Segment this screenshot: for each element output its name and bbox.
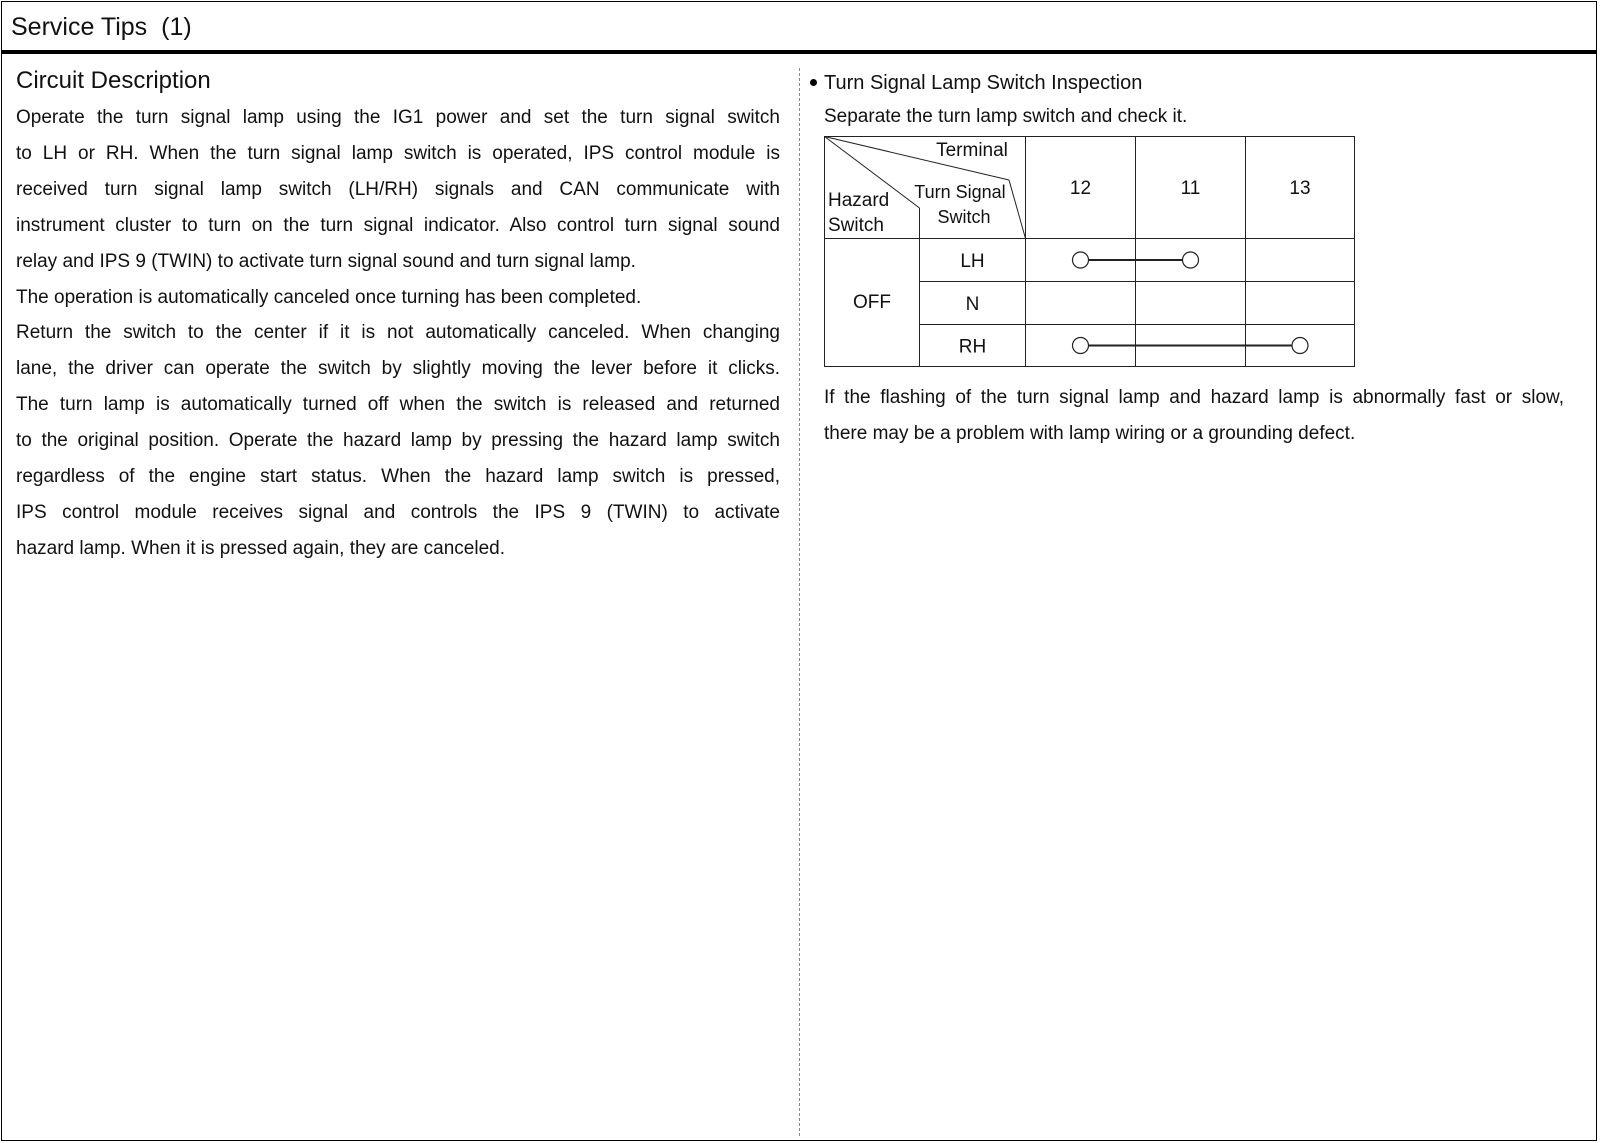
description-line: hazard lamp. When it is pressed again, they are canceled. [16, 537, 505, 559]
description-line: regardless of the engine start status. When the hazard lamp switch is pressed, [16, 466, 780, 488]
description-line: to the original position. Operate the hazard lamp by pressing the hazard lamp switch [16, 430, 780, 452]
continuity-terminal-circle [1183, 252, 1199, 268]
description-line: lane, the driver can operate the switch by slightly moving the lever before it clicks. [16, 358, 780, 380]
inspection-note [824, 380, 1564, 452]
column-divider [799, 68, 800, 1136]
note-line: there may be a problem with lamp wiring or a grounding defect. [824, 422, 1356, 444]
switch-continuity-table [824, 136, 1365, 370]
continuity-terminal-circle [1073, 252, 1089, 268]
switch-inspection-heading [824, 68, 1584, 98]
description-line: The operation is automatically canceled once turning has been completed. [16, 286, 642, 308]
corner-diagonal [1009, 180, 1026, 239]
corner-turn-signal-label: Switch [937, 207, 991, 227]
terminal-header: 13 [1289, 178, 1311, 199]
switch-position-label: RH [958, 336, 987, 358]
corner-turn-signal-label: Turn Signal [914, 182, 1006, 202]
continuity-terminal-circle [1073, 338, 1089, 354]
page-number: (1) [161, 13, 192, 41]
corner-terminal-label: Terminal [936, 140, 1008, 161]
switch-inspection-title: Turn Signal Lamp Switch Inspection [824, 72, 1143, 94]
switch-position-label: N [965, 294, 980, 315]
switch-inspection-section [824, 68, 1584, 444]
description-line: to LH or RH. When the turn signal lamp switch is operated, IPS control module is [16, 142, 780, 164]
note-line: If the flashing of the turn signal lamp and hazard lamp is abnormally fast or slow, [824, 387, 1564, 408]
corner-hazard-label: Switch [828, 215, 884, 236]
circuit-description-section [16, 66, 780, 567]
page-title [11, 12, 192, 42]
continuity-terminal-circle [1292, 338, 1308, 354]
description-line: Operate the turn signal lamp using the IG1 power and set the turn signal switch [16, 107, 780, 128]
circuit-description-body [16, 100, 780, 567]
corner-hazard-label: Hazard [828, 190, 890, 211]
description-line: IPS control module receives signal and controls the IPS 9 (TWIN) to activate [16, 501, 780, 523]
terminal-header: 12 [1069, 178, 1092, 199]
description-line: instrument cluster to turn on the turn signal indicator. Also control turn signal sound [16, 214, 780, 236]
switch-continuity-table-graphic [824, 136, 1365, 370]
bullet-icon [810, 79, 817, 86]
page-header [2, 2, 1596, 54]
description-line: received turn signal lamp switch (LH/RH) signals and CAN communicate with [16, 178, 780, 200]
description-line: Return the switch to the center if it is not automatically canceled. When changing [16, 322, 780, 344]
hazard-state-label: OFF [853, 292, 891, 313]
page-title-text: Service Tips [11, 13, 148, 41]
description-line: The turn lamp is automatically turned off when the switch is released and returned [16, 394, 780, 416]
circuit-description-title: Circuit Description [16, 67, 211, 94]
switch-inspection-instruction: Separate the turn lamp switch and check it. [824, 106, 1188, 127]
inspection-note-body [824, 380, 1564, 452]
table-border [825, 137, 1355, 367]
description-line: relay and IPS 9 (TWIN) to activate turn signal sound and turn signal lamp. [16, 250, 636, 272]
switch-position-label: LH [960, 251, 985, 272]
terminal-header: 11 [1180, 178, 1201, 199]
